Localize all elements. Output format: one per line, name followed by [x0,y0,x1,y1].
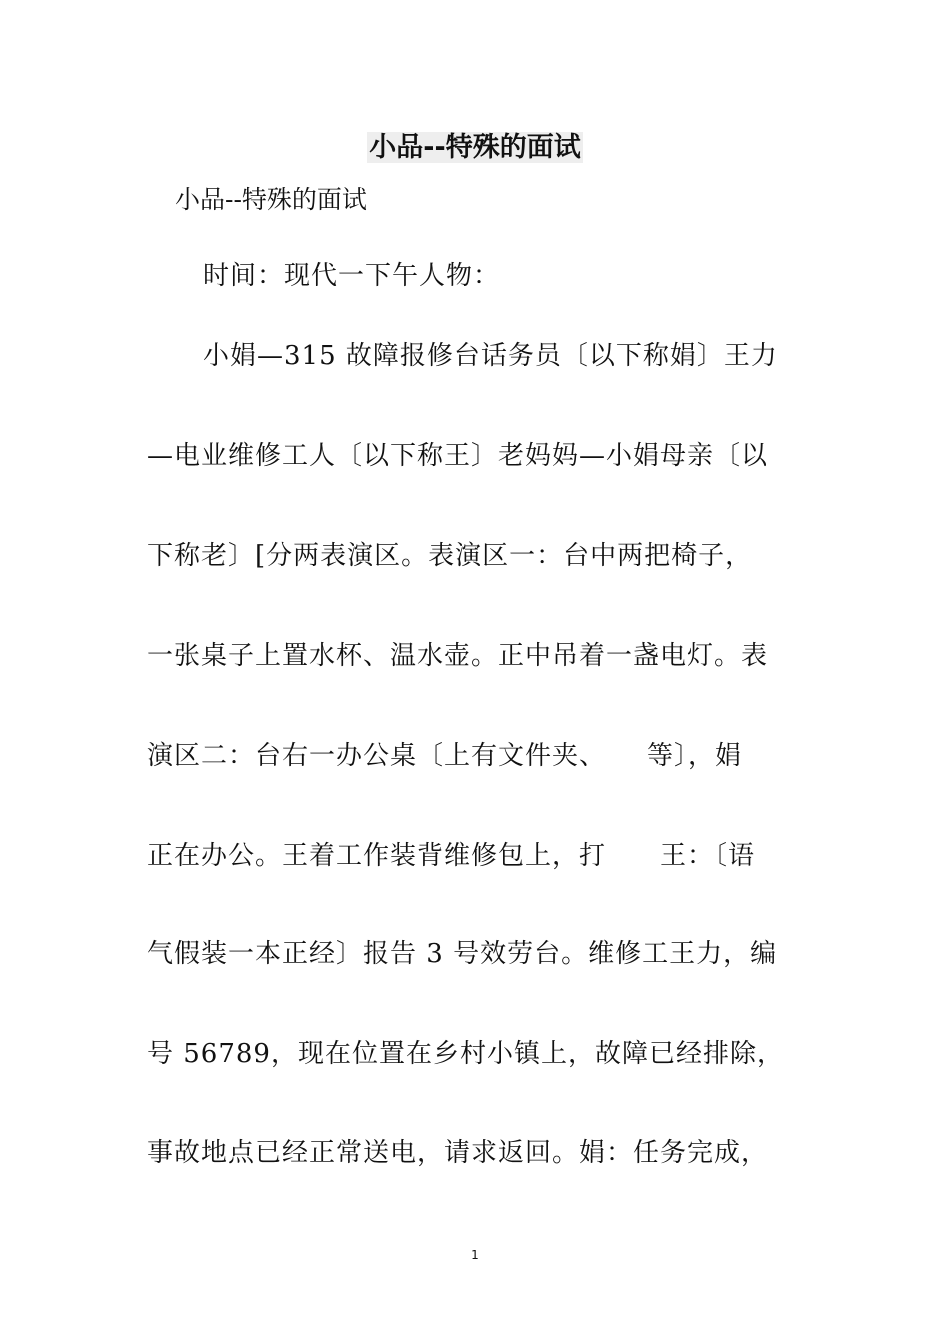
paragraph-line: 事故地点已经正常送电，请求返回。娟：任务完成， [147,1138,769,1168]
paragraph-line: 气假装一本正经〕报告 3 号效劳台。维修工王力，编 [147,939,778,969]
paragraph-line: 小娟—315 故障报修台话务员〔以下称娟〕王力 [203,341,778,371]
paragraph-line: 号 56789，现在位置在乡村小镇上，故障已经排除， [147,1039,784,1069]
page-number: 1 [471,1248,479,1262]
document-subtitle: 小品--特殊的面试 [175,185,367,214]
paragraph-line: —电业维修工人〔以下称王〕老妈妈—小娟母亲〔以 [147,441,769,471]
document-title [0,128,950,168]
document-title-text: 小品--特殊的面试 [369,132,581,163]
paragraph-line: 正在办公。王着工作装背维修包上，打 王：〔语 [147,841,756,871]
paragraph-line: 演区二：台右一办公桌〔上有文件夹、 等〕，娟 [147,741,743,771]
paragraph-line: 时间：现代一下午人物： [203,261,501,291]
paragraph-line: 下称老〕[分两表演区。表演区一：台中两把椅子， [147,541,753,571]
paragraph-line: 一张桌子上置水杯、温水壶。正中吊着一盏电灯。表 [147,641,769,671]
